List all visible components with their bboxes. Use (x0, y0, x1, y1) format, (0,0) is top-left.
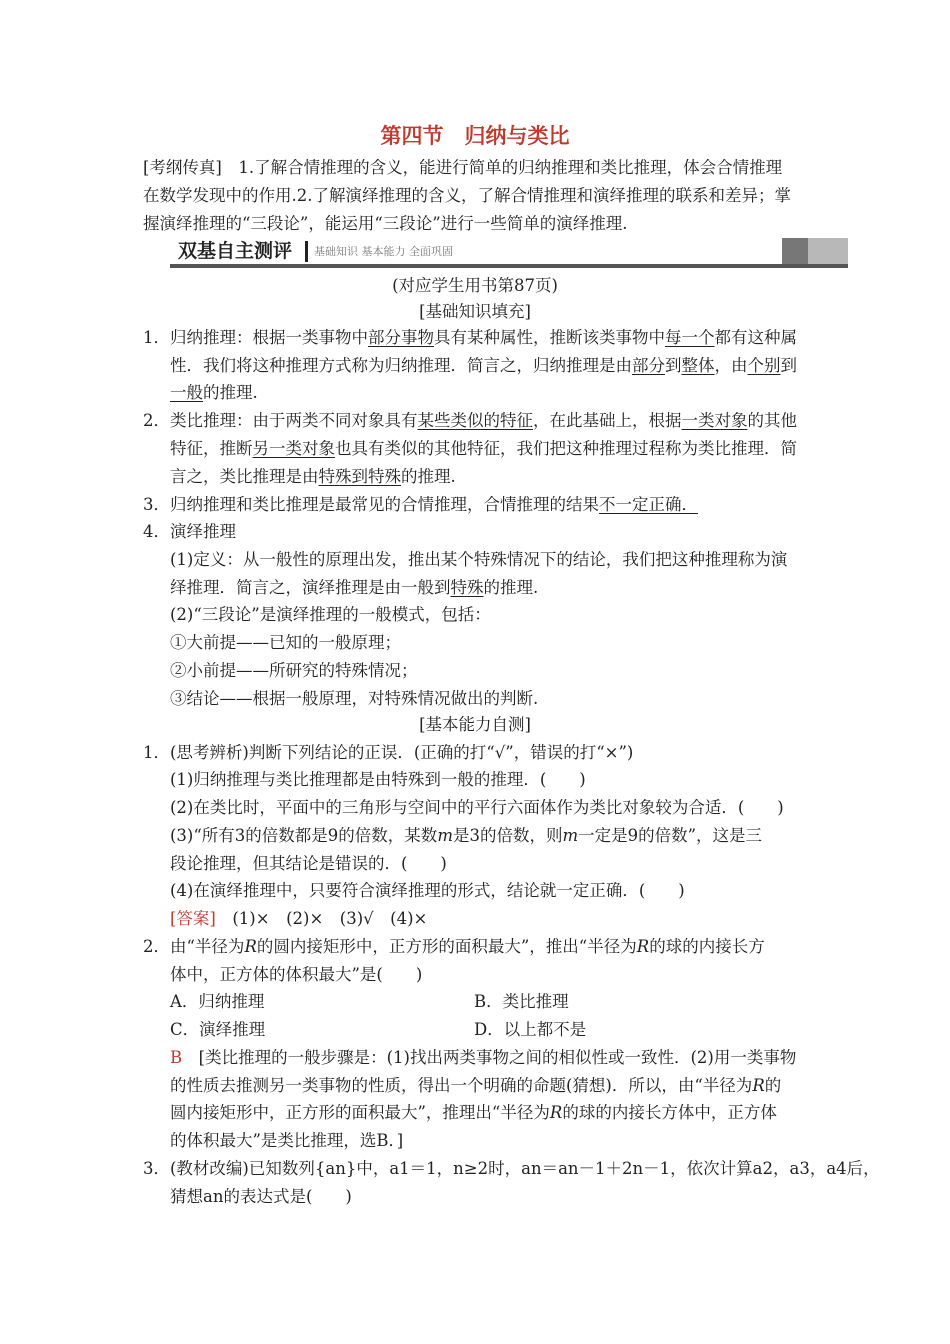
q1-item-4: (4)在演绎推理中，只要符合演绎推理的形式，结论就一定正确．( ) (170, 881, 685, 900)
blank-answer: 部分 (632, 356, 665, 375)
q2-option-a: A．归纳推理 (170, 992, 265, 1011)
blank-answer: 某些类似的特征 (417, 411, 533, 430)
q1-item-2: (2)在类比时，平面中的三角形与空间中的平行六面体作为类比对象较为合适．( ) (170, 798, 784, 817)
q2-explain-3: 圆内接矩形中，正方形的面积最大”，推理出“半径为R的球的内接长方体中，正方体 (170, 1103, 777, 1122)
q2-option-d: D．以上都不是 (474, 1020, 587, 1039)
banner-heading: 双基自主测评 (178, 240, 293, 262)
k4-def-2: 绎推理．简言之，演绎推理是由一般到特殊的推理. (170, 578, 539, 597)
k4-premise-major: ①大前提——已知的一般原理； (170, 633, 401, 652)
q2-stem-1: 2．由“半径为R的圆内接矩形中，正方形的面积最大”，推出“半径为R的球的内接长方 (143, 937, 765, 956)
banner-subheading: 基础知识 基本能力 全面巩固 (314, 245, 453, 258)
k1-line-3: 一般的推理. (170, 383, 258, 402)
answer-key: B (170, 1048, 183, 1067)
blank-answer: 特殊 (450, 578, 484, 597)
q2-explain-1: B [类比推理的一般步骤是：(1)找出两类事物之间的相似性或一致性．(2)用一类事物 (170, 1048, 797, 1067)
blank-answer: 特殊到特殊 (318, 467, 401, 486)
q1-answer: [答案] (1)× (2)× (3)√ (4)× (170, 909, 428, 928)
section-banner (170, 238, 848, 268)
page-title: 第四节 归纳与类比 (380, 124, 570, 148)
q3-stem-1: 3．(教材改编)已知数列{an}中，a1＝1，n≥2时，an＝an－1＋2n－1，依次计算a2，a3，a4后， (143, 1159, 880, 1178)
k4-def-1: (1)定义：从一般性的原理出发，推出某个特殊情况下的结论，我们把这种推理称为演 (170, 550, 788, 569)
k2-line-1: 2．类比推理：由于两类不同对象具有某些类似的特征，在此基础上，根据一类对象的其他 (143, 411, 797, 430)
blank-answer: 整体 (681, 356, 715, 375)
k4-premise-minor: ②小前提——所研究的特殊情况； (170, 661, 418, 680)
k1-line-1: 1．归纳推理：根据一类事物中部分事物具有某种属性，推断该类事物中每一个都有这种属 (143, 328, 797, 347)
q1-item-3-cont: 段论推理，但其结论是错误的．( ) (170, 854, 447, 873)
blank-answer: 一般 (170, 383, 203, 402)
k4-conclusion: ③结论——根据一般原理，对特殊情况做出的判断. (170, 689, 539, 708)
intro-label: [考纲传真] (143, 158, 222, 177)
banner-block-light (808, 238, 848, 264)
q2-stem-2: 体中，正方体的体积最大”是( ) (170, 965, 423, 984)
banner-separator (305, 241, 308, 262)
k2-line-3: 言之，类比推理是由特殊到特殊的推理. (170, 467, 456, 486)
blank-answer: 一类对象 (681, 411, 748, 430)
blank-answer: 不一定正确． (599, 495, 698, 514)
q2-option-c: C．演绎推理 (170, 1020, 266, 1039)
blank-answer: 个别 (747, 356, 781, 375)
q2-option-b: B．类比推理 (474, 992, 569, 1011)
book-reference: (对应学生用书第87页) (392, 276, 558, 295)
k2-line-2: 特征，推断另一类对象也具有类似的其他特征，我们把这种推理过程称为类比推理．简 (170, 439, 797, 458)
intro-line-2: 在数学发现中的作用.2.了解演绎推理的含义，了解合情推理和演绎推理的联系和差异；掌 (143, 186, 791, 205)
banner-rule (170, 264, 848, 268)
banner-block-dark (782, 238, 808, 264)
q3-stem-2: 猜想an的表达式是( ) (170, 1187, 352, 1206)
blank-answer: 另一类对象 (252, 439, 335, 458)
q1-stem: 1．(思考辨析)判断下列结论的正误．(正确的打“√”，错误的打“×”) (143, 743, 634, 762)
intro-text-1: 1.了解合情推理的含义，能进行简单的归纳推理和类比推理，体会合情推理 (221, 158, 783, 177)
q2-explain-2: 的性质去推测另一类事物的性质，得出一个明确的命题(猜想)．所以，由“半径为R的 (170, 1076, 782, 1095)
ability-section-title: [基本能力自测] (419, 715, 531, 734)
k1-line-2: 性．我们将这种推理方式称为归纳推理．简言之，归纳推理是由部分到整体，由个别到 (170, 356, 797, 375)
intro-line-3: 握演绎推理的“三段论”，能运用“三段论”进行一些简单的演绎推理. (143, 214, 628, 233)
q2-explain-4: 的体积最大”是类比推理，选B．] (170, 1131, 404, 1150)
k4-head: 4．演绎推理 (143, 522, 236, 541)
k3-line: 3．归纳推理和类比推理是最常见的合情推理，合情推理的结果不一定正确． (143, 495, 698, 514)
answer-label: [答案] (170, 909, 216, 928)
k4-syllogism: (2)“三段论”是演绎推理的一般模式，包括： (170, 605, 491, 624)
q1-item-3: (3)“所有3的倍数都是9的倍数，某数m是3的倍数，则m一定是9的倍数”，这是三 (170, 826, 763, 845)
intro-line-1 (143, 156, 782, 180)
blank-answer: 部分事物 (368, 328, 434, 347)
fill-section-title: [基础知识填充] (419, 302, 531, 321)
blank-answer: 每一个 (665, 328, 715, 347)
q1-item-1: (1)归纳推理与类比推理都是由特殊到一般的推理．( ) (170, 770, 586, 789)
